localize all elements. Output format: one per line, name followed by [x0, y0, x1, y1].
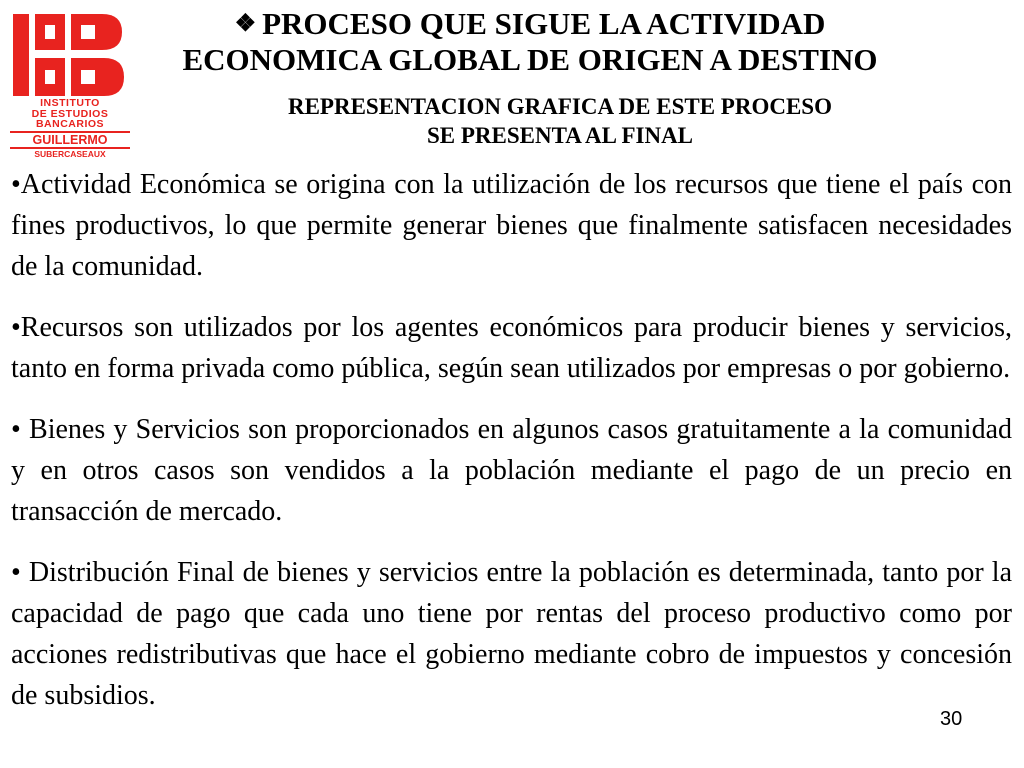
slide-title-text: PROCESO QUE SIGUE LA ACTIVIDAD ECONOMICA GLOBAL DE ORIGEN A DESTINO	[182, 6, 878, 77]
logo-line-instituto: INSTITUTO	[40, 97, 100, 109]
logo-line-guillermo: GUILLERMO	[32, 132, 108, 147]
paragraph-bienes-servicios: • Bienes y Servicios son proporcionados en algunos casos gratuitamente a la comunidad y en otros casos son vendidos a la población mediante el pago de un precio en transacción de mercado.	[11, 414, 1012, 527]
slide-body	[11, 164, 1012, 736]
ieb-logo-mark-icon	[10, 12, 130, 98]
subtitle-line-2: SE PRESENTA AL FINAL	[426, 123, 694, 148]
logo-line-subercaseaux: SUBERCASEAUX	[34, 149, 106, 159]
paragraph-distribucion-final: • Distribución Final de bienes y servicios entre la población es determinada, tanto por la capacidad de pago que cada uno tiene por rentas del proceso productivo como por acciones redistributivas que hace el gobierno mediante cobro de impuestos y concesión de subsidios.	[11, 557, 1012, 711]
paragraph-recursos: •Recursos son utilizados por los agentes económicos para producir bienes y servicios, tanto en forma privada como pública, según sean utilizados por empresas o por gobierno.	[11, 312, 1012, 384]
institute-logo	[10, 12, 130, 159]
paragraph-actividad-economica: •Actividad Económica se origina con la utilización de los recursos que tiene el país con fines productivos, lo que permite generar bienes que finalmente satisfacen necesidades de la comunidad.	[11, 169, 1012, 282]
logo-line-bancarios: BANCARIOS	[35, 118, 105, 130]
slide-subtitle	[220, 92, 900, 150]
page-number: 30	[940, 708, 963, 730]
logo-line-estudios: DE ESTUDIOS	[31, 107, 109, 120]
subtitle-line-1: REPRESENTACION GRAFICA DE ESTE PROCESO	[287, 94, 832, 119]
diamond-bullet-icon: ❖	[234, 11, 257, 37]
slide-title	[140, 6, 920, 78]
